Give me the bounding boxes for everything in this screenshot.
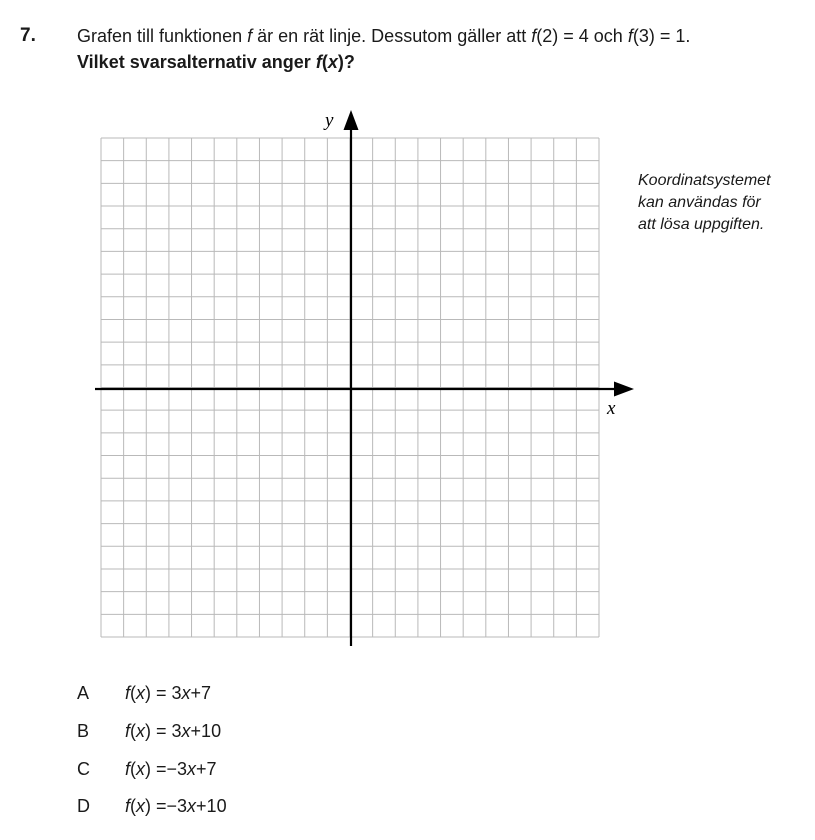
option-text: ) =−3 bbox=[145, 759, 188, 779]
option-letter: D bbox=[77, 796, 90, 816]
variable-symbol: x bbox=[136, 759, 146, 779]
function-symbol: f bbox=[125, 796, 131, 816]
answer-option-c[interactable] bbox=[77, 759, 217, 780]
function-symbol: f bbox=[531, 26, 537, 46]
y-axis-label: y bbox=[325, 110, 334, 131]
question-text-part: (3) = 1. bbox=[632, 26, 691, 46]
function-symbol: f bbox=[627, 26, 633, 46]
option-letter: A bbox=[77, 683, 90, 703]
option-letter: C bbox=[77, 759, 90, 779]
question-prompt-part: Vilket svarsalternativ anger bbox=[77, 52, 316, 72]
hint-line: kan användas för bbox=[638, 194, 761, 211]
question-text-part: Grafen till funktionen bbox=[77, 26, 248, 46]
function-symbol: f bbox=[125, 683, 131, 703]
variable-symbol: x bbox=[181, 683, 191, 703]
variable-symbol: x bbox=[136, 721, 146, 741]
y-axis-arrow bbox=[344, 110, 359, 130]
question-text-part: (2) = 4 och bbox=[536, 26, 628, 46]
variable-symbol: x bbox=[187, 759, 197, 779]
variable-symbol: x bbox=[136, 683, 146, 703]
x-axis-arrow bbox=[614, 382, 634, 397]
option-text: +7 bbox=[196, 759, 217, 779]
option-text: ) = 3 bbox=[145, 683, 182, 703]
function-symbol: f bbox=[125, 759, 131, 779]
question-prompt-part: )? bbox=[337, 52, 355, 72]
option-text: ( bbox=[130, 796, 137, 816]
question-text-part: är en rät linje. Dessutom gäller att bbox=[252, 26, 532, 46]
hint-line: Koordinatsystemet bbox=[638, 172, 771, 189]
function-symbol: f bbox=[247, 26, 253, 46]
hint-line: att lösa uppgiften. bbox=[638, 216, 765, 233]
question-prompt-part: ( bbox=[321, 52, 328, 72]
hint-note bbox=[638, 170, 792, 236]
option-letter: B bbox=[77, 721, 90, 741]
variable-symbol: x bbox=[136, 796, 146, 816]
option-text: ( bbox=[130, 759, 137, 779]
function-symbol: f bbox=[315, 52, 322, 72]
answer-option-a[interactable] bbox=[77, 683, 211, 704]
answer-option-b[interactable] bbox=[77, 721, 221, 742]
x-axis-label: x bbox=[607, 398, 616, 419]
option-text: ( bbox=[130, 721, 137, 741]
variable-symbol: x bbox=[181, 721, 191, 741]
variable-symbol: x bbox=[327, 52, 338, 72]
option-text: +7 bbox=[190, 683, 212, 703]
option-text: ( bbox=[130, 683, 137, 703]
option-text: +10 bbox=[196, 796, 227, 816]
question-number: 7. bbox=[20, 25, 36, 46]
option-text: ) = 3 bbox=[145, 721, 182, 741]
answer-option-d[interactable] bbox=[77, 796, 227, 817]
option-text: +10 bbox=[190, 721, 222, 741]
variable-symbol: x bbox=[187, 796, 197, 816]
option-text: ) =−3 bbox=[145, 796, 188, 816]
function-symbol: f bbox=[125, 721, 131, 741]
